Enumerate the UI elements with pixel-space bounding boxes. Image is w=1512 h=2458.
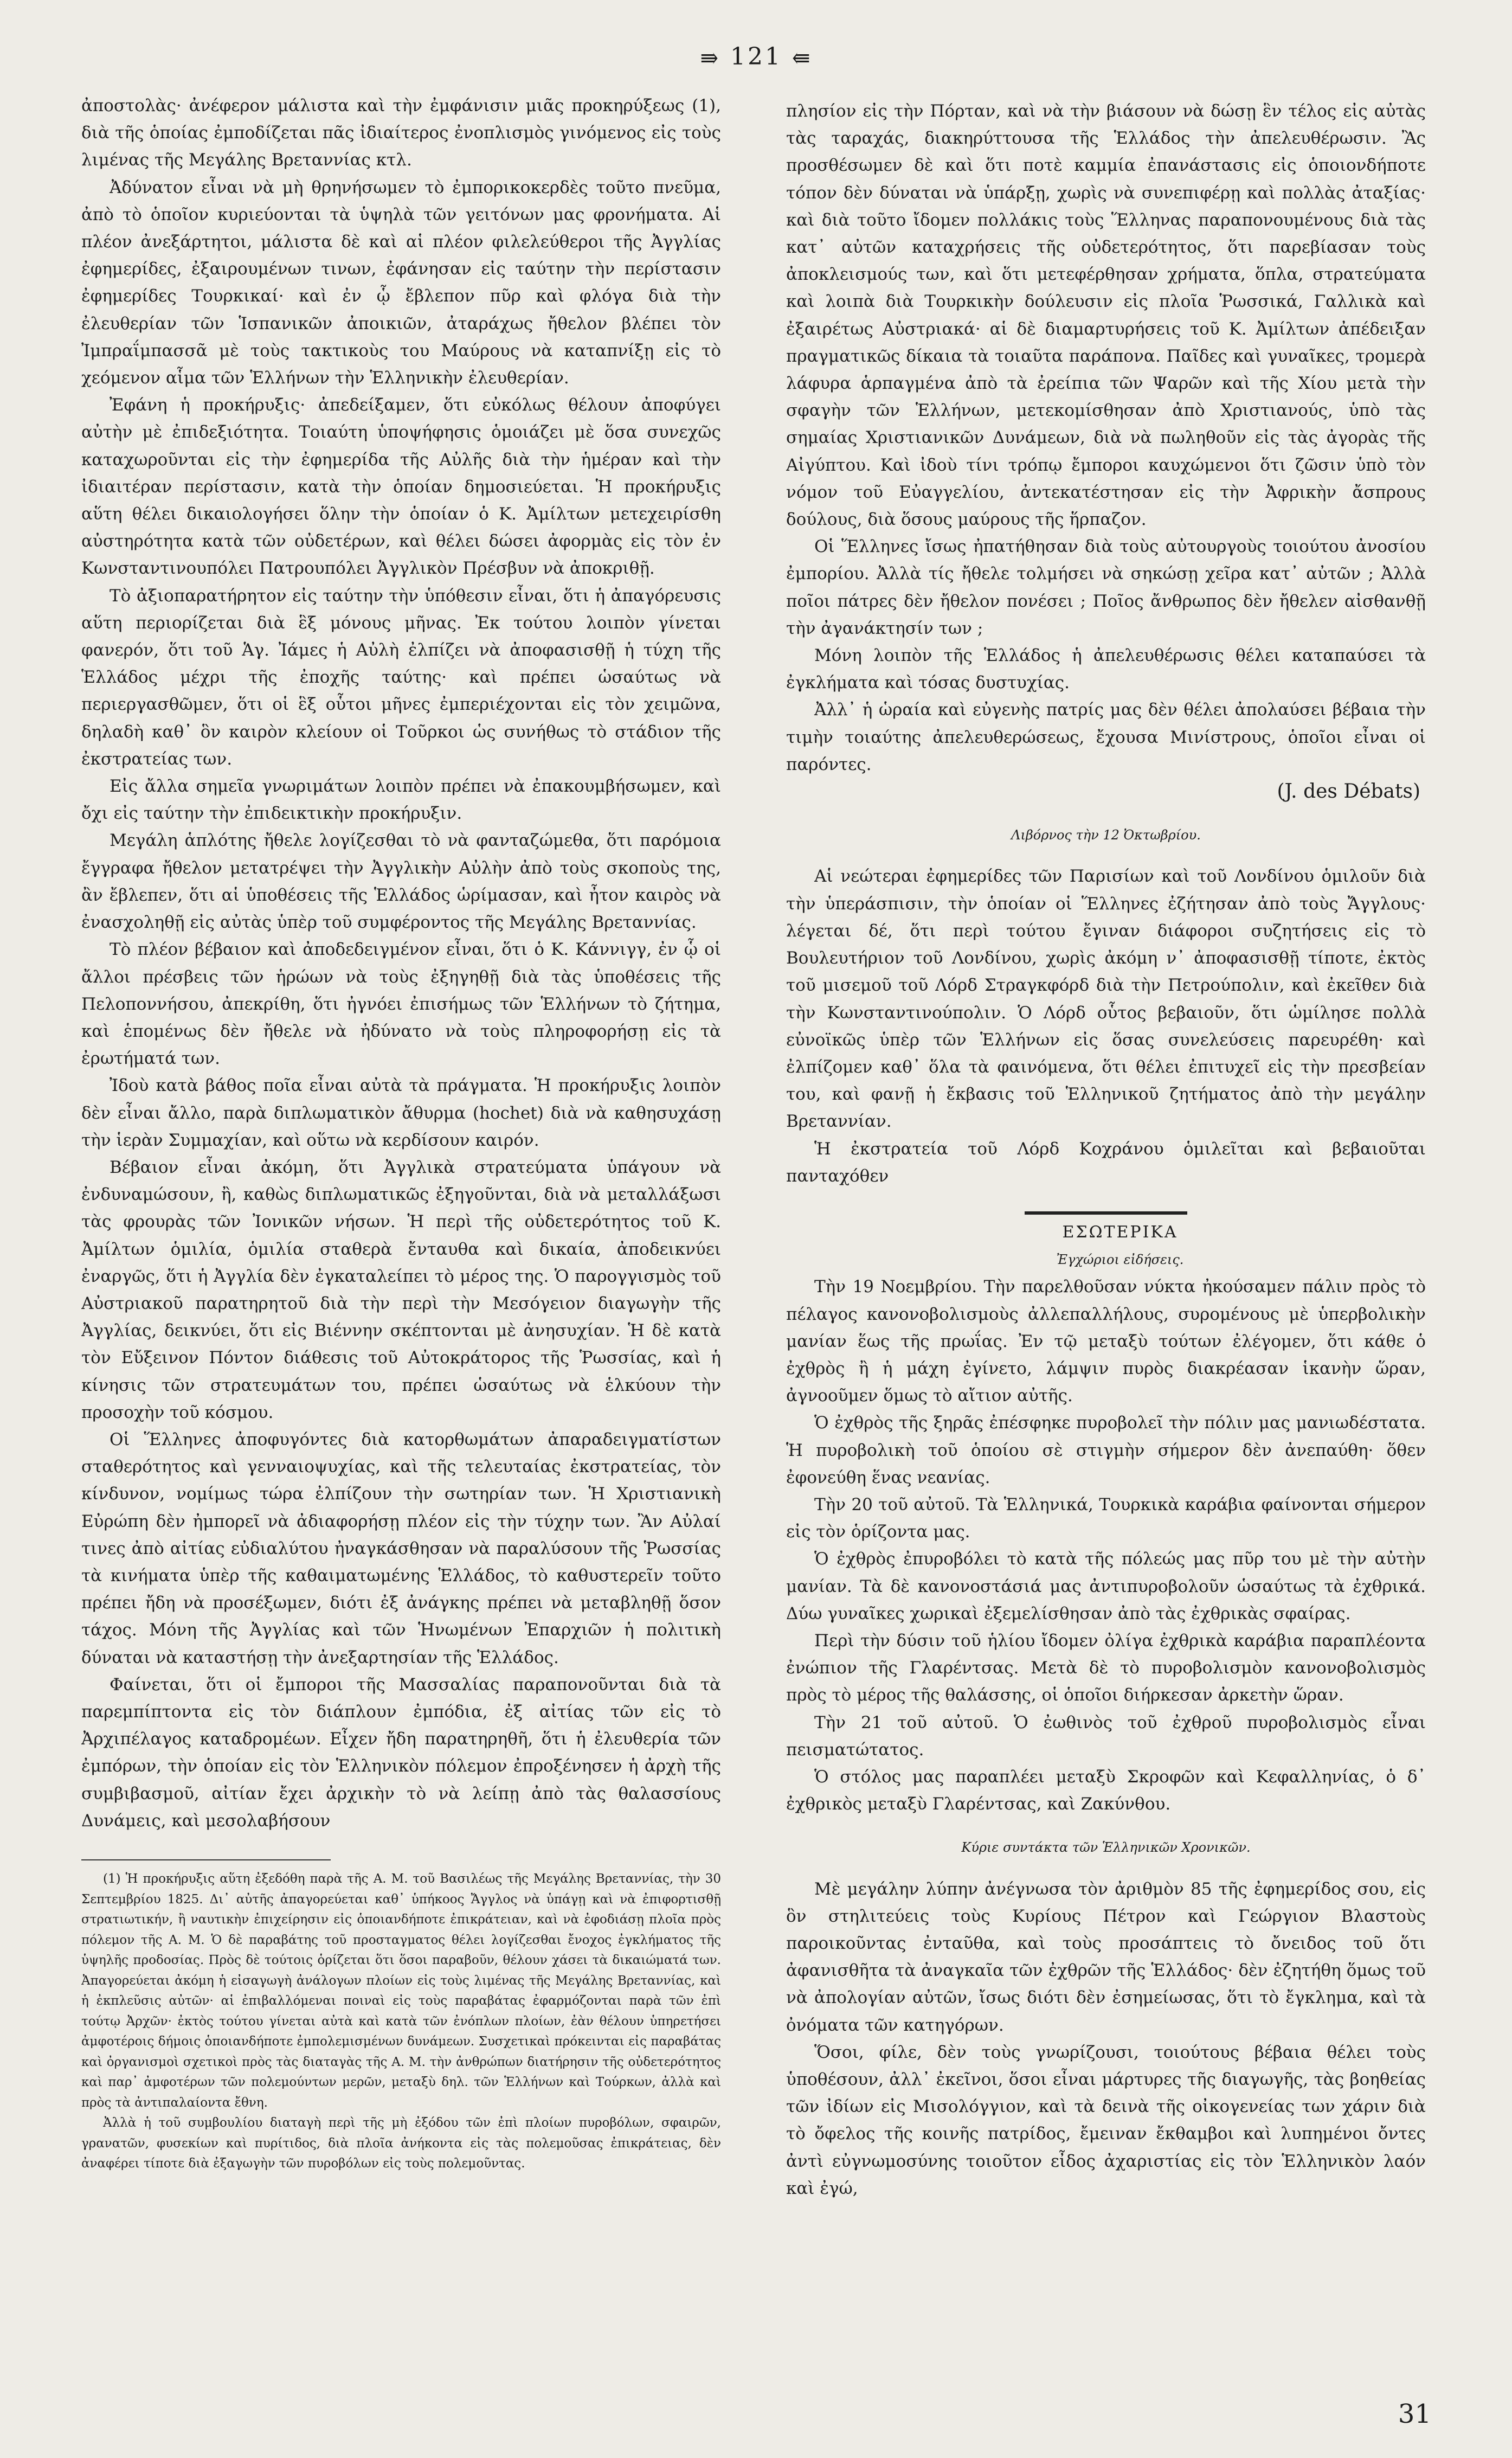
paragraph: Ἀλλ᾽ ἡ ὡραία καὶ εὐγενὴς πατρίς μας δὲν θέλει ἀπολαύσει βέβαια τὴν τιμὴν τοιαύτης ἀπελευθερώσεως, ἔχουσα Μινίστρους, ὁποῖοι εἶναι οἱ παρόντες.	[786, 700, 1426, 774]
paragraph: Ἐφάνη ἡ προκήρυξις· ἀπεδείξαμεν, ὅτι εὐκόλως θέλουν ἀποφύγει αὐτὴν μὲ ἐπιδεξιότητα. Τοιαύτη ὑποψήφησις ὁμοιάζει μὲ ὅσα συνεχῶς καταχωροῦνται εἰς τὴν ἐφημερίδα τῆς Αὐλῆς διὰ τὴν ἡμέραν καὶ τὴν ἰδιαιτέραν περίστασιν, κατὰ τὴν ὁποίαν δημοσιεύεται. Ἡ προκήρυξις αὕτη θέλει δικαιολογήσει ὅλην τὴν ὁποίαν ὁ Κ. Ἀμίλτων μετεχειρίσθη αὐστηρότητα κατὰ τῶν οὐδετέρων, καὶ θέλει δώσει ἀφορμὰς εἰς τὸν ἐν Κωνσταντινουπόλει Πατρουπόλει Ἀγγλικὸν Πρέσβυν νὰ ἀποκριθῇ.	[81, 395, 721, 579]
paragraph: Αἱ νεώτεραι ἐφημερίδες τῶν Παρισίων καὶ τοῦ Λονδίνου ὁμιλοῦν διὰ τὴν ὑπεράσπισιν, τὴν ὁποίαν οἱ Ἕλληνες ἐζήτησαν ἀπὸ τοὺς Ἄγγλους· λέγεται δέ, ὅτι περὶ τούτου ἔγιναν διάφοροι συζητήσεις εἰς τὸ Βουλευτήριον τοῦ Λονδίνου, χωρὶς ἀκόμη ν᾽ ἀποφασισθῇ τίποτε, ἐκτὸς τοῦ μισεμοῦ τοῦ Λόρδ Στραγκφόρδ διὰ τὴν Πετρούπολιν, καὶ ἐκεῖθεν διὰ τὴν Κωνσταντινούπολιν. Ὁ Λόρδ οὗτος βεβαιοῦν, ὅτι ὡμίλησε πολλὰ εὐνοϊκῶς ὑπὲρ τῶν Ἑλλήνων εἰς ὅσας συνελεύσεις παρευρέθη· καὶ ἐλπίζομεν καθ᾽ ὅλα τὰ φαινόμενα, ὅτι θέλει ἐπιτυχεῖ εἰς τὴν πρεσβείαν του, καὶ φανῇ ἡ ἔκβασις τοῦ Ἑλληνικοῦ ζητήματος ἀπὸ τὴν μεγάλην Βρεταννίαν.	[786, 867, 1426, 1132]
paragraph: Ἀδύνατον εἶναι νὰ μὴ θρηνήσωμεν τὸ ἐμπορικοκερδὲς τοῦτο πνεῦμα, ἀπὸ τὸ ὁποῖον κυριεύονται τὰ ὑψηλὰ τῶν γειτόνων μας φρονήματα. Αἱ πλέον ἀνεξάρτητοι, μάλιστα δὲ καὶ αἱ πλέον φιλελεύθεροι τῆς Ἀγγλίας ἐφημερίδες, ἐξαιρουμένων τινων, ἐφάνησαν εἰς ταύτην τὴν περίστασιν ἐφημερίδες Τουρκικαί· καὶ ἐν ᾧ ἔβλεπον πῦρ καὶ φλόγα διὰ τὴν ἐλευθερίαν τῶν Ἱσπανικῶν ἀποικιῶν, ἀταράχως ἤθελον βλέπει τὸν Ἰμπραΐμπασσᾶ μὲ τοὺς τακτικοὺς του Μαύρους νὰ καταπνίξῃ εἰς τὸ χεόμενον αἷμα τῶν Ἑλλήνων τὴν Ἑλληνικὴν ἐλευθερίαν.	[81, 177, 721, 388]
paragraph: Εἰς ἄλλα σημεῖα γνωριμάτων λοιπὸν πρέπει νὰ ἐπακουμβήσωμεν, καὶ ὄχι εἰς ταύτην τὴν ἐπιδεικτικὴν προκήρυξιν.	[81, 776, 721, 824]
paragraph: Τὴν 21 τοῦ αὐτοῦ. Ὁ ἐωθινὸς τοῦ ἐχθροῦ πυροβολισμὸς εἶναι πεισματώτατος.	[786, 1712, 1426, 1760]
paragraph: Τὸ πλέον βέβαιον καὶ ἀποδεδειγμένον εἶναι, ὅτι ὁ Κ. Κάννιγγ, ἐν ᾧ οἱ ἄλλοι πρέσβεις τῶν ἡρώων νὰ τοὺς ἐξηγηθῇ διὰ τὰς ὑποθέσεις τῆς Πελοποννήσου, ἀπεκρίθη, ὅτι ἠγνόει ἐπισήμως τῶν Ἑλλήνων τὸ ζήτημα, καὶ ἑπομένως δὲν ἤθελε νὰ ἠδύνατο νὰ τοὺς πληροφορήσῃ εἰς τὰ ἐρωτήματά των.	[81, 940, 721, 1069]
paragraph: Βέβαιον εἶναι ἀκόμη, ὅτι Ἀγγλικὰ στρατεύματα ὑπάγουν νὰ ἐνδυναμώσουν, ἢ, καθὼς διπλωματικῶς ἐξηγοῦνται, διὰ νὰ μεταλλάξωσι τὰς φρουρὰς τῶν Ἰονικῶν νήσων. Ἡ περὶ τῆς οὐδετερότητος τοῦ Κ. Ἀμίλτων ὁμιλία, ὁμιλία σταθερὰ ἔνταυθα καὶ δικαία, ἀποδεικνύει ἐναργῶς, ὅτι ἡ Ἀγγλία δὲν ἐγκαταλείπει τὸ μέρος της. Ὁ παρογγισμὸς τοῦ Αὐστριακοῦ παρατηρητοῦ διὰ τὴν περὶ τὴν Μεσόγειον διαγωγὴν τῆς Ἀγγλίας, δεικνύει, ὅτι εἰς Βιέννην σκέπτονται μὲ ἀνησυχίαν. Ἡ δὲ κατὰ τὸν Εὔξεινον Πόντον διάθεσις τοῦ Αὐτοκράτορος τῆς Ῥωσσίας, καὶ ἡ κίνησις τῶν στρατευμάτων του, πρέπει ὡσαύτως νὰ ἑλκύουν τὴν προσοχὴν τοῦ κόσμου.	[81, 1157, 721, 1422]
paragraph: Τὴν 20 τοῦ αὐτοῦ. Τὰ Ἑλληνικά, Τουρκικὰ καράβια φαίνονται σήμερον εἰς τὸν ὁρίζοντα μας.	[786, 1494, 1426, 1542]
paragraph: ἀποστολὰς· ἀνέφερον μάλιστα καὶ τὴν ἐμφάνισιν μιᾶς προκηρύξεως (1), διὰ τῆς ὁποίας ἐμποδίζεται πᾶς ἰδιαίτερος ἐνοπλισμὸς γινόμενος εἰς τοὺς λιμένας τῆς Μεγάλης Βρεταννίας κτλ.	[81, 96, 721, 170]
footnote: Ἀλλὰ ἡ τοῦ συμβουλίου διαταγὴ περὶ τῆς μὴ ἐξόδου τῶν ἐπὶ πλοίων πυροβόλων, σφαιρῶν, γρανατῶν, φυσεκίων καὶ πυρίτιδος, διὰ πλοῖα ἀνήκοντα εἰς τὰς πολεμοῦσας ἐπικράτειας, δὲν ἀναφέρει τίποτε διὰ ἐξαγωγὴν τῶν πυροβόλων εἰς τοὺς πολεμοῦντας.	[81, 2116, 721, 2171]
paragraph: Ὁ ἐχθρὸς τῆς ξηρᾶς ἐπέσφηκε πυροβολεῖ τὴν πόλιν μας μανιωδέστατα. Ἡ πυροβολικὴ τοῦ ὁποίου σὲ στιγμὴν σήμερον δὲν ἀνεπαύθη· ὅθεν ἐφονεύθη ἕνας νεανίας.	[786, 1413, 1426, 1487]
source-attribution: (J. des Débats)	[1277, 780, 1420, 803]
footnote: (1) Ἡ προκήρυξις αὕτη ἐξεδόθη παρὰ τῆς Α. Μ. τοῦ Βασιλέως τῆς Μεγάλης Βρεταννίας, τὴν 30 Σεπτεμβρίου 1825. Δι᾽ αὐτῆς ἀπαγορεύεται καθ᾽ ὑπήκοος Ἄγγλος νὰ ὑπάγῃ καὶ νὰ ἐπιφορτισθῇ στρατιωτικήν, ἢ ναυτικὴν ἐπιχείρησιν εἰς ὁποιανδήποτε ἐπικράτειαν, καὶ νὰ ἐφοδιάσῃ πλοῖα πρὸς πόλεμον τῆς Α. Μ. Ὁ δὲ παραβάτης τοῦ προσταγματος θέλει λογίζεσθαι ἔνοχος ἐγκλήματος τῆς ὑψηλῆς προδοσίας. Πρὸς δὲ τούτοις ὁρίζεται ὅτι ὅσοι παραβοῦν, θέλουν χάσει τὰ δικαιώματά των. Ἀπαγορεύεται ἀκόμη ἡ εἰσαγωγὴ ἀνάλογων πλοίων εἰς τοὺς λιμένας τῆς Μεγάλης Βρεταννίας, καὶ ἡ ἐκπλεῦσις αὐτῶν· αἱ ἐπιβαλλόμεναι ποιναὶ εἰς τοὺς παραβάτας ἐφαρμόζονται παρὰ τῶν ἐπὶ τούτῳ Ἀρχῶν· ἐκτὸς τούτου γίνεται αὐτὰ καὶ κατὰ τῶν ἐνόπλων πλοίων, ἐὰν θέλουν ὑπηρετήσει ἀμφοτέροις δήμοις ὁποιανδήποτε ἐμπολεμισμένων δυνάμεων. Συσχετικαὶ πρόκεινται εἰς παραβάτας καὶ ὀργανισμοὶ σχετικοὶ πρὸς τὰς διαταγὰς τῆς Α. Μ. τὴν ἀνθρώπων διατήρησιν τῆς οὐδετερότητος καὶ παρ᾽ ἀμφοτέρων τῶν πολεμούντων μερῶν, μεταξὺ δηλ. τῶν Ἑλλήνων καὶ Τούρκων, ἀλλὰ καὶ πρὸς τὰ ἀντιπαλαίοντα ἔθνη.	[81, 1872, 721, 2110]
newspaper-page	[81, 33, 1431, 2429]
dateline: Λιβόρνος τὴν 12 Ὀκτωβρίου.	[1011, 827, 1201, 843]
left-column	[81, 92, 721, 2402]
page-number: 121	[730, 43, 782, 70]
section-title: ΕΣΩΤΕΡΙΚΑ	[1062, 1222, 1178, 1242]
paragraph: Ὁ στόλος μας παραπλέει μεταξὺ Σκροφῶν καὶ Κεφαλληνίας, ὁ δ᾽ ἐχθρικὸς μεταξὺ Γλαρέντσας, καὶ Ζακύνθου.	[786, 1767, 1426, 1814]
paragraph: Μεγάλη ἁπλότης ἤθελε λογίζεσθαι τὸ νὰ φανταζώμεθα, ὅτι παρόμοια ἔγγραφα ἤθελον μετατρέψει τὴν Ἀγγλικὴν Αὐλὴν ἀπὸ τοὺς σκοποὺς της, ἂν ἔβλεπεν, ὅτι αἱ ὑποθέσεις τῆς Ἑλλάδος ὡρίμασαν, καὶ ἦτον καιρὸς νὰ ἐνασχοληθῇ εἰς αὐτὰς ὑπὲρ τοῦ συμφέροντος τῆς Μεγάλης Βρεταννίας.	[81, 831, 721, 933]
section-subtitle: Ἐγχώριοι εἰδήσεις.	[1056, 1252, 1184, 1268]
left-ornament-icon: ⇛	[700, 46, 720, 71]
paragraph: Οἱ Ἕλληνες ἀποφυγόντες διὰ κατορθωμάτων ἀπαραδειγματίστων σταθερότητος καὶ γενναιοψυχίας, καὶ τῆς τελευταίας ἐκστρατείας, τὸν κίνδυνον, νομίμως τώρα ἐλπίζουν τὴν σωτηρίαν των. Ἡ Χριστιανικὴ Εὐρώπη δὲν ἠμπορεῖ νὰ ἀδιαφορήσῃ πλέον εἰς τὴν τύχην των. Ἂν Αὐλαί τινες ἀπὸ αἰτίας εὐδιαλύτου ἠναγκάσθησαν νὰ παραλύσουν τῆς Ῥωσσίας τὰ κινήματα ὑπὲρ τῆς καθαιματωμένης Ἑλλάδος, τὸ καθυστερεῖν τοῦτο πρέπει ἤδη νὰ προσέξωμεν, διότι ἐξ ἀνάγκης πρέπει νὰ μεταβληθῇ ὅσον τάχος. Μόνη τῆς Ἀγγλίας καὶ τῶν Ἡνωμένων Ἐπαρχιῶν ἡ πολιτικὴ δύναται νὰ καταστήσῃ τὴν ἀνεξαρτησίαν τῆς Ἑλλάδος.	[81, 1429, 721, 1667]
section-divider	[1025, 1211, 1187, 1215]
footnote-divider	[81, 1859, 331, 1860]
right-ornament-icon: ⇚	[792, 46, 813, 71]
paragraph: Ὁ ἐχθρὸς ἐπυροβόλει τὸ κατὰ τῆς πόλεώς μας πῦρ του μὲ τὴν αὐτὴν μανίαν. Τὰ δὲ κανονοστάσιά μας ἀντιπυροβολοῦν ὡσαύτως τὰ ἐχθρικά. Δύω γυναῖκες χωρικαὶ ἐξεμελίσθησαν ἀπὸ τὰς ἐχθρικὰς σφαίρας.	[786, 1549, 1426, 1623]
paragraph: Ὅσοι, φίλε, δὲν τοὺς γνωρίζουσι, τοιούτους βέβαια θέλει τοὺς ὑποθέσουν, ἀλλ᾽ ἐκεῖνοι, ὅσοι εἶναι μάρτυρες τῆς διαγωγῆς, τὰς βοηθείας τῶν ἰδίων εἰς Μισολόγγιον, καὶ τὰ δεινὰ τῆς οἰκογενείας των χάριν διὰ τὸ ὄφελος τῆς κοινῆς πατρίδος, ἔμειναν ἔκθαμβοι καὶ λυπημένοι ὄντες ἀντὶ εὐγνωμοσύνης τοιοῦτον εἶδος ἀχαριστίας εἰς τὸν Ἑλληνικὸν λαόν καὶ ἐγώ,	[786, 2042, 1426, 2198]
paragraph: Τὴν 19 Νοεμβρίου. Τὴν παρελθοῦσαν νύκτα ἠκούσαμεν πάλιν πρὸς τὸ πέλαγος κανονοβολισμοὺς ἀλλεπαλλήλους, συρομένους μὲ ὑπερβολικὴν μανίαν ἕως τῆς πρωΐας. Ἐν τῷ μεταξὺ τούτων ἐλέγομεν, ὅτι κάθε ὁ ἐχθρὸς ἢ ἡ μάχη ἐγίνετο, λάμψιν πυρὸς διακρέασαν ἱκανὴν ὥραν, ἀγνοοῦμεν ὅμως τὸ αἴτιον αὐτῆς.	[786, 1277, 1426, 1406]
footnotes	[81, 1869, 721, 2174]
paragraph: Φαίνεται, ὅτι οἱ ἔμποροι τῆς Μασσαλίας παραπονοῦνται διὰ τὰ παρεμπίπτοντα εἰς τὸν διάπλουν ἐμπόδια, ἐξ αἰτίας τῶν εἰς τὸ Ἀρχιπέλαγος καταδρομέων. Εἶχεν ἤδη παρατηρηθῆ, ὅτι ἡ ἐλευθερία τῶν ἐμπόρων, τὴν ὁποίαν εἰς τὸν Ἑλληνικὸν πόλεμον ἐπροξένησεν ἡ ἀρχὴ τῆς συμβιβασμοῦ, αἰτίαν ἔχει ἀρχικὴν τὸ νὰ λείπῃ ἀπὸ τὰς θαλασσίους Δυνάμεις, καὶ μεσολαβήσουν	[81, 1674, 721, 1831]
paragraph: Μόνη λοιπὸν τῆς Ἑλλάδος ἡ ἀπελευθέρωσις θέλει καταπαύσει τὰ ἐγκλήματα καὶ τόσας δυστυχίας.	[786, 646, 1426, 693]
paragraph: Μὲ μεγάλην λύπην ἀνέγνωσα τὸν ἀριθμὸν 85 τῆς ἐφημερίδος σου, εἰς ὃν στηλιτεύεις τοὺς Κυρίους Πέτρον καὶ Γεώργιον Βλαστοὺς παροικοῦντας ἐνταῦθα, καὶ τοὺς προσάπτεις τὸ ὄνειδος τοῦ ὅτι ἀφανισθῆτα τὰ ἀναγκαῖα τῶν ἐχθρῶν τῆς Ἑλλάδος· δὲν ἐζητήθη ὅμως τοῦ νὰ ἀπολογίαν αὐτῶν, ἴσως διότι δὲν ἐσημείωσας, ὅτι τὸ ἔγκλημα, καὶ τὰ ὀνόματα τῶν κατηγόρων.	[786, 1879, 1426, 2035]
paragraph: Περὶ τὴν δύσιν τοῦ ἡλίου ἴδομεν ὀλίγα ἐχθρικὰ καράβια παραπλέοντα ἐνώπιον τῆς Γλαρέντσας. Μετὰ δὲ τὸ πυροβολισμὸν κανονοβολισμὸς πρὸς τὸ μέρος τῆς θαλάσσης, οἱ ὁποῖοι διήρκεσαν ἀρκετὴν ὥραν.	[786, 1631, 1426, 1705]
signature-mark: 31	[1398, 2399, 1431, 2429]
paragraph: Ἰδοὺ κατὰ βάθος ποῖα εἶναι αὐτὰ τὰ πράγματα. Ἡ προκήρυξις λοιπὸν δὲν εἶναι ἄλλο, παρὰ διπλωματικὸν ἄθυρμα (hochet) διὰ νὰ καθησυχάσῃ τὴν ἱερὰν Συμμαχίαν, καὶ οὕτω νὰ κερδίσουν καιρόν.	[81, 1076, 721, 1150]
right-column	[786, 98, 1426, 2408]
paragraph: Ἡ ἐκστρατεία τοῦ Λόρδ Κοχράνου ὁμιλεῖται καὶ βεβαιοῦται πανταχόθεν	[786, 1139, 1426, 1186]
paragraph: Τὸ ἀξιοπαρατήρητον εἰς ταύτην τὴν ὑπόθεσιν εἶναι, ὅτι ἡ ἀπαγόρευσις αὕτη περιορίζεται διὰ ἓξ μόνους μῆνας. Ἐκ τούτου λοιπὸν γίνεται φανερόν, ὅτι τοῦ Ἁγ. Ἰάμες ἡ Αὐλὴ ἐλπίζει νὰ ἀποφασισθῇ ἡ τύχη τῆς Ἑλλάδος μέχρι τῆς ἐποχῆς ταύτης· καὶ πρέπει ὡσαύτως νὰ περιεργασθῶμεν, ὅτι οἱ ἓξ οὗτοι μῆνες ἐμπεριέχονται εἰς τὸν χειμῶνα, δηλαδὴ καθ᾽ ὃν καιρὸν κλείουν οἱ Τοῦρκοι ὡς συνήθως τὸ στάδιον τῆς ἐκστρατείας των.	[81, 586, 721, 769]
paragraph: πλησίον εἰς τὴν Πόρταν, καὶ νὰ τὴν βιάσουν νὰ δώσῃ ἓν τέλος εἰς αὐτὰς τὰς ταραχάς, διακηρύττουσα τῆς Ἑλλάδος τὴν ἀπελευθέρωσιν. Ἂς προσθέσωμεν δὲ καὶ ὅτι ποτὲ καμμία ἐπανάστασις εἰς ὁποιονδήποτε τόπον δὲν δύναται νὰ ὑπάρξῃ, χωρὶς νὰ συνεπιφέρῃ καὶ πολλὰς ἀταξίας· καὶ διὰ τοῦτο ἴδομεν πολλάκις τοὺς Ἕλληνας παραπονουμένους διὰ τὰς κατ᾽ αὐτῶν καταχρήσεις τῆς οὐδετερότητος, ὅτι παρεβίασαν τοὺς ἀποκλεισμούς των, καὶ ὅτι μετεφέρθησαν χρήματα, ὅπλα, στρατεύματα καὶ λοιπὰ διὰ Τουρκικὴν δούλευσιν εἰς πλοῖα Ῥωσσικά, Γαλλικὰ καὶ ἐξαιρέτως Αὐστριακά· αἱ δὲ διαμαρτυρήσεις τοῦ Κ. Ἀμίλτων ἀπέδειξαν πραγματικῶς δίκαια τὰ τοιαῦτα παράπονα. Παῖδες καὶ γυναῖκες, τρομερὰ λάφυρα ἁρπαγμένα ἀπὸ τὰ ἐρείπια τῶν Ψαρῶν καὶ τῆς Χίου μετὰ τὴν σφαγὴν τῶν Ἑλλήνων, μετεκομίσθησαν ἀπὸ Χριστιανούς, ὑπὸ τὰς σημαίας Χριστιανικῶν Δυνάμεων, διὰ νὰ πωληθοῦν εἰς τὰς ἀγορὰς τῆς Αἰγύπτου. Καὶ ἰδοὺ τίνι τρόπῳ ἔμποροι καυχώμενοι ὅτι ζῶσιν ὑπὸ τὸν νόμον τοῦ Εὐαγγελίου, ἀντεκατέστησαν εἰς τὴν Ἀφρικὴν ἄσπρους δούλους, διὰ ὅσους μαύρους τῆς ἥρπαζον.	[786, 101, 1426, 530]
paragraph: Οἱ Ἕλληνες ἴσως ἠπατήθησαν διὰ τοὺς αὐτουργοὺς τοιούτου ἀνοσίου ἐμπορίου. Ἀλλὰ τίς ἤθελε τολμήσει νὰ σηκώσῃ χεῖρα κατ᾽ αὐτῶν ; Ἀλλὰ ποῖοι πάτρες δὲν ἤθελον πονέσει ; Ποῖος ἄνθρωπος δὲν ἤθελεν αἰσθανθῇ τὴν ἀγανάκτησίν των ;	[786, 537, 1426, 638]
letter-heading: Κύριε συντάκτα τῶν Ἑλληνικῶν Χρονικῶν.	[961, 1840, 1251, 1856]
page-header	[81, 33, 1431, 81]
